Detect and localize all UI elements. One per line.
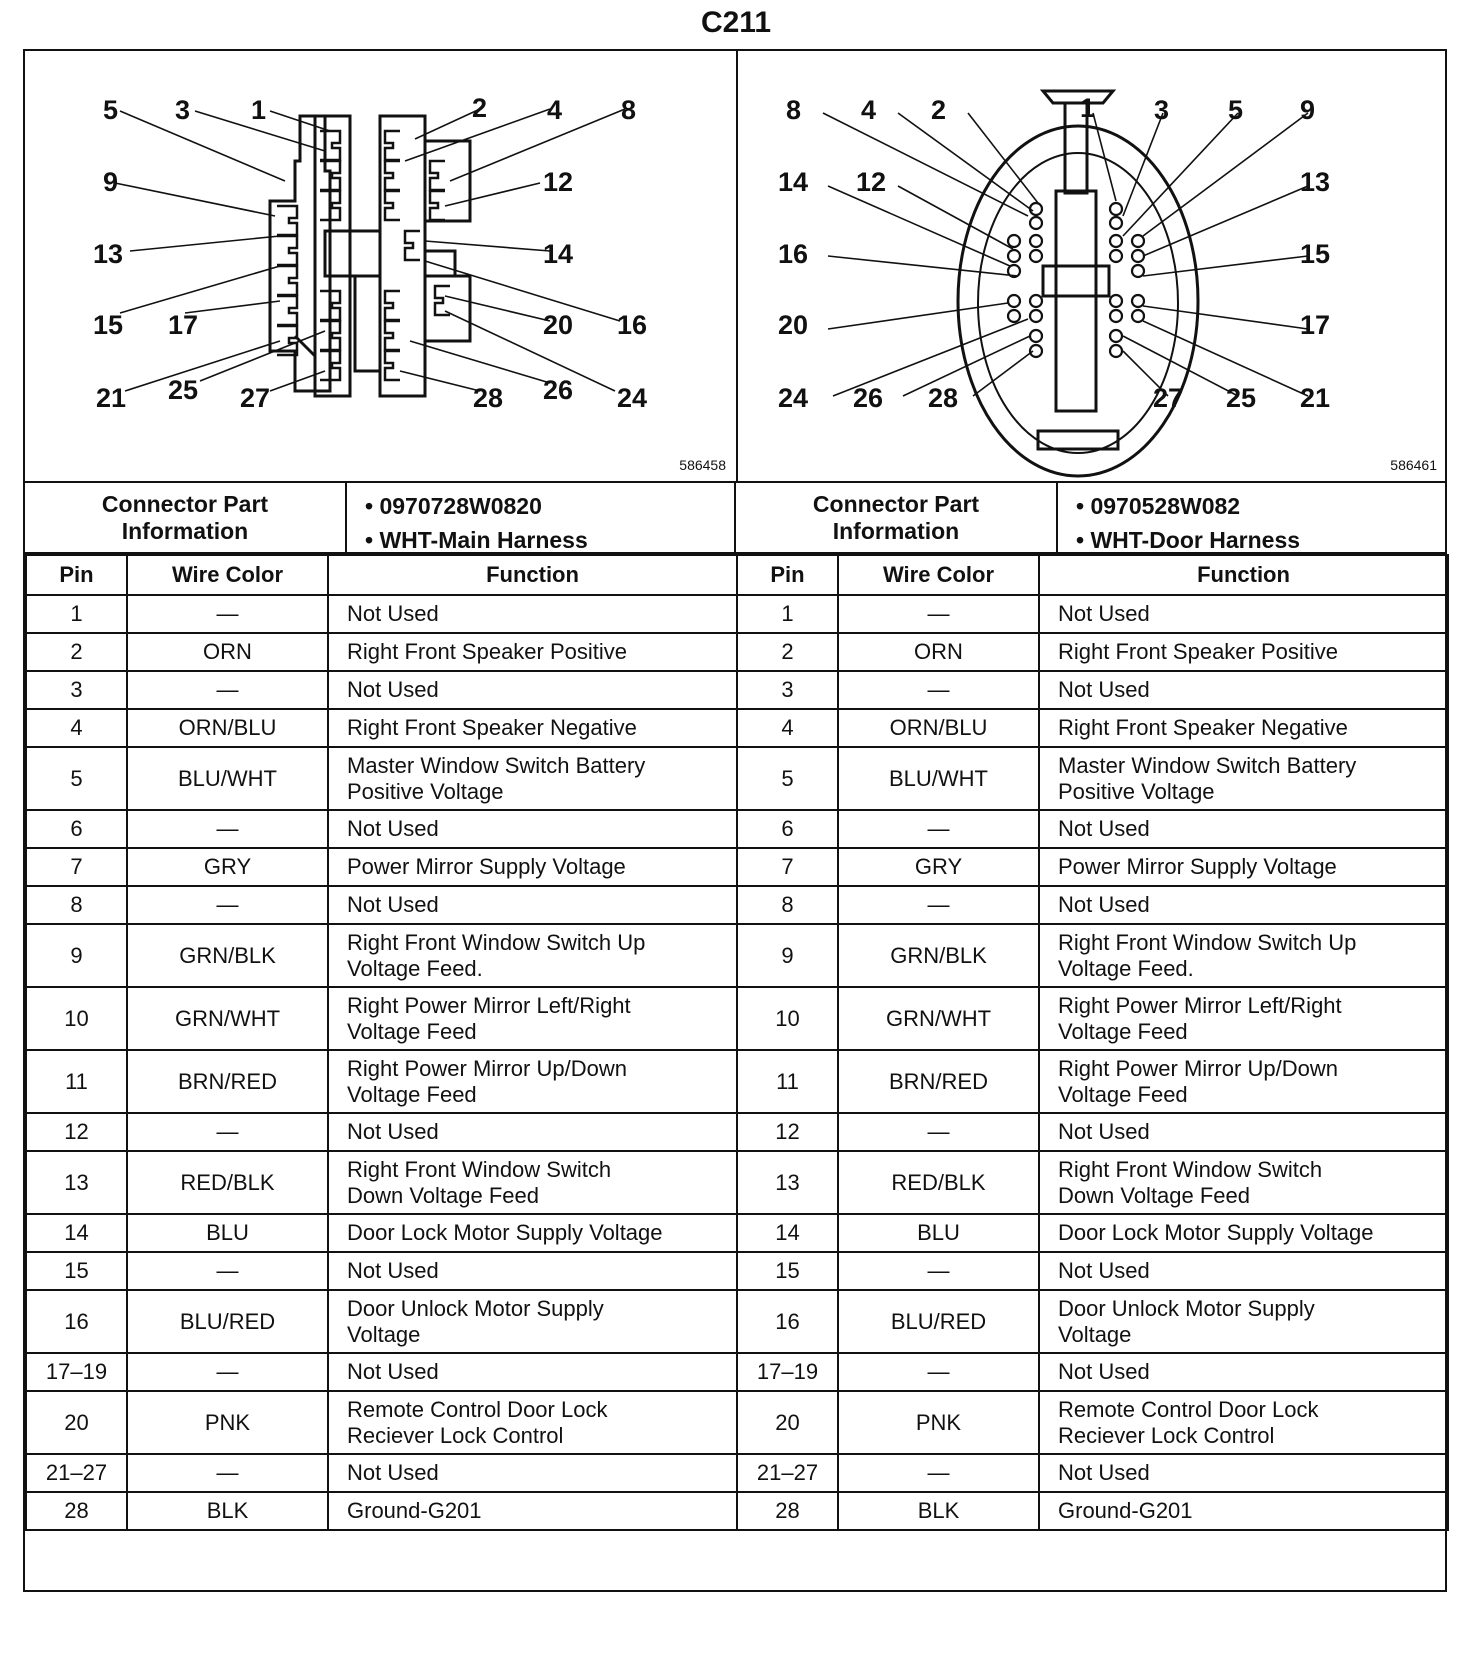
- pin-cell: 10: [737, 987, 838, 1050]
- function-cell: [1039, 886, 1448, 924]
- connector-part-info-label: [736, 483, 1058, 552]
- pin-row: [737, 633, 1448, 671]
- pin-cell: 21–27: [737, 1454, 838, 1492]
- wire-color-cell: BRN/RED: [127, 1050, 328, 1113]
- pin-cell: 2: [737, 633, 838, 671]
- wire-color-cell: —: [838, 1353, 1039, 1391]
- pin-header: Pin: [26, 555, 127, 595]
- pin-label: 24: [778, 383, 809, 413]
- function-line: Voltage: [347, 1321, 421, 1347]
- pin-row: [737, 1391, 1448, 1454]
- pin-label: 16: [778, 239, 809, 269]
- function-cell: [1039, 1391, 1448, 1454]
- function-line: Not Used: [347, 1359, 439, 1384]
- function-cell: [328, 924, 737, 987]
- function-cell: [1039, 924, 1448, 987]
- door-harness-connector-diagram: [738, 51, 1447, 481]
- pin-row: [26, 1252, 737, 1290]
- pin-label: 26: [853, 383, 884, 413]
- wire-color-cell: GRY: [127, 848, 328, 886]
- pin-cell: 20: [26, 1391, 127, 1454]
- function-line: Not Used: [347, 1460, 439, 1485]
- pin-label: 26: [543, 375, 574, 405]
- pin-row: [26, 595, 737, 633]
- pin-row: [737, 886, 1448, 924]
- pin-label: 14: [543, 239, 574, 269]
- function-line: Not Used: [347, 1119, 439, 1144]
- function-cell: [328, 1492, 737, 1530]
- pin-row: [737, 1214, 1448, 1252]
- pin-row: [26, 810, 737, 848]
- pin-cell: 6: [26, 810, 127, 848]
- wire-color-cell: —: [838, 886, 1039, 924]
- pin-label: 2: [931, 95, 947, 125]
- pin-row: [26, 848, 737, 886]
- function-line: Not Used: [347, 1258, 439, 1283]
- function-cell: [1039, 848, 1448, 886]
- function-line: Not Used: [347, 677, 439, 702]
- door-harness-pin-table: [736, 554, 1449, 1531]
- function-line: Voltage Feed: [347, 1018, 477, 1044]
- wire-color-header: Wire Color: [838, 555, 1039, 595]
- pin-row: [737, 1050, 1448, 1113]
- function-line: Right Power Mirror Up/Down: [347, 1055, 627, 1081]
- figure-id: 586458: [679, 457, 726, 473]
- function-cell: [328, 1353, 737, 1391]
- page-title: C211: [700, 6, 772, 39]
- function-line: Reciever Lock Control: [347, 1422, 564, 1448]
- pin-label: 3: [175, 95, 191, 125]
- pin-row: [26, 1290, 737, 1353]
- function-line: Voltage Feed: [1058, 1018, 1188, 1044]
- wire-color-cell: BLK: [127, 1492, 328, 1530]
- pin-row: [737, 1492, 1448, 1530]
- function-line: Voltage: [1058, 1321, 1132, 1347]
- wire-color-cell: —: [838, 671, 1039, 709]
- wire-color-cell: ORN/BLU: [127, 709, 328, 747]
- pin-cell: 15: [737, 1252, 838, 1290]
- pin-row: [737, 1353, 1448, 1391]
- pin-row: [26, 924, 737, 987]
- pin-label: 8: [786, 95, 802, 125]
- pin-label: 9: [1300, 95, 1316, 125]
- pin-cell: 4: [737, 709, 838, 747]
- function-line: Not Used: [347, 601, 439, 626]
- wire-color-cell: —: [838, 810, 1039, 848]
- pin-cell: 5: [26, 747, 127, 810]
- wire-color-cell: —: [127, 1113, 328, 1151]
- function-cell: [1039, 595, 1448, 633]
- pin-cell: 17–19: [26, 1353, 127, 1391]
- pin-label: 25: [168, 375, 199, 405]
- function-header: Function: [328, 555, 737, 595]
- pin-row: [737, 1113, 1448, 1151]
- wire-color-cell: —: [838, 1454, 1039, 1492]
- function-line: Positive Voltage: [1058, 778, 1215, 804]
- pin-header: Pin: [737, 555, 838, 595]
- main-harness-connector-diagram: [25, 51, 738, 481]
- wire-color-cell: PNK: [127, 1391, 328, 1454]
- function-line: Door Lock Motor Supply Voltage: [1058, 1220, 1374, 1245]
- pin-row: [26, 747, 737, 810]
- pin-cell: 15: [26, 1252, 127, 1290]
- pin-row: [737, 987, 1448, 1050]
- pin-label: 16: [617, 310, 648, 340]
- function-line: Not Used: [1058, 1460, 1150, 1485]
- function-line: Right Front Window Switch: [347, 1156, 612, 1182]
- pin-label: 17: [1300, 310, 1331, 340]
- wire-color-cell: GRN/WHT: [838, 987, 1039, 1050]
- function-line: Master Window Switch Battery: [347, 752, 646, 778]
- part-number: • 0970728W0820: [365, 493, 542, 519]
- wire-color-cell: —: [838, 595, 1039, 633]
- wire-color-cell: BLK: [838, 1492, 1039, 1530]
- pin-label: 5: [103, 95, 119, 125]
- pin-label: 25: [1226, 383, 1257, 413]
- function-line: Power Mirror Supply Voltage: [1058, 854, 1337, 879]
- pin-row: [26, 1391, 737, 1454]
- pin-cell: 3: [26, 671, 127, 709]
- label-line: Information: [121, 517, 249, 544]
- wire-color-cell: BLU/WHT: [127, 747, 328, 810]
- pin-label: 13: [93, 239, 124, 269]
- pin-cell: 2: [26, 633, 127, 671]
- pin-cell: 16: [26, 1290, 127, 1353]
- wire-color-cell: GRN/WHT: [127, 987, 328, 1050]
- function-cell: [1039, 1353, 1448, 1391]
- pin-table-body: [26, 595, 737, 1530]
- label-line: Connector Part: [812, 490, 980, 517]
- pin-row: [26, 1151, 737, 1214]
- wire-color-cell: BLU/RED: [127, 1290, 328, 1353]
- function-cell: [1039, 987, 1448, 1050]
- function-cell: [328, 1252, 737, 1290]
- pin-cell: 8: [737, 886, 838, 924]
- pin-label: 9: [103, 167, 119, 197]
- function-cell: [1039, 1113, 1448, 1151]
- door-harness-connector-drawing: [738, 51, 1447, 481]
- main-harness-connector-drawing: [25, 51, 736, 481]
- pin-cell: 1: [26, 595, 127, 633]
- function-cell: [1039, 633, 1448, 671]
- pin-label: 24: [617, 383, 648, 413]
- wire-color-cell: —: [127, 1353, 328, 1391]
- wire-color-cell: —: [127, 810, 328, 848]
- pin-row: [737, 848, 1448, 886]
- pin-row: [26, 671, 737, 709]
- function-line: Right Power Mirror Up/Down: [1058, 1055, 1338, 1081]
- function-line: Master Window Switch Battery: [1058, 752, 1357, 778]
- pin-cell: 9: [737, 924, 838, 987]
- pin-label: 13: [1300, 167, 1331, 197]
- wire-color-cell: ORN/BLU: [838, 709, 1039, 747]
- pin-row: [26, 709, 737, 747]
- function-cell: [328, 595, 737, 633]
- pin-cell: 21–27: [26, 1454, 127, 1492]
- pin-row: [737, 709, 1448, 747]
- function-line: Not Used: [347, 892, 439, 917]
- wire-color-cell: —: [838, 1252, 1039, 1290]
- pin-label: 2: [472, 93, 488, 123]
- function-cell: [1039, 1290, 1448, 1353]
- function-line: Right Power Mirror Left/Right: [1058, 992, 1342, 1018]
- pin-label: 1: [1080, 93, 1096, 123]
- pin-cell: 28: [737, 1492, 838, 1530]
- pin-cell: 10: [26, 987, 127, 1050]
- pin-row: [737, 747, 1448, 810]
- function-cell: [328, 1391, 737, 1454]
- function-line: Door Unlock Motor Supply: [347, 1295, 604, 1321]
- wire-color-cell: GRN/BLK: [838, 924, 1039, 987]
- function-cell: [328, 633, 737, 671]
- function-line: Ground-G201: [347, 1498, 482, 1523]
- harness-name: • WHT-Main Harness: [365, 527, 588, 553]
- function-cell: [328, 671, 737, 709]
- function-cell: [1039, 671, 1448, 709]
- pin-cell: 7: [26, 848, 127, 886]
- label-line: Connector Part: [101, 490, 269, 517]
- pin-label: 1: [251, 95, 267, 125]
- connector-part-info-label: [25, 483, 347, 552]
- main-harness-part-info: [25, 481, 736, 554]
- pin-label: 28: [928, 383, 959, 413]
- function-cell: [328, 1454, 737, 1492]
- pin-cell: 14: [26, 1214, 127, 1252]
- pin-row: [26, 886, 737, 924]
- pin-label: 12: [543, 167, 574, 197]
- pin-cell: 11: [26, 1050, 127, 1113]
- function-cell: [328, 810, 737, 848]
- function-line: Door Unlock Motor Supply: [1058, 1295, 1315, 1321]
- pin-label: 27: [1153, 383, 1184, 413]
- wire-color-cell: BLU/WHT: [838, 747, 1039, 810]
- function-line: Not Used: [1058, 1359, 1150, 1384]
- pin-label: 5: [1228, 95, 1244, 125]
- pin-row: [26, 1050, 737, 1113]
- pin-label: 17: [168, 310, 199, 340]
- pin-label: 20: [543, 310, 574, 340]
- wire-color-cell: ORN: [127, 633, 328, 671]
- function-line: Right Front Speaker Positive: [347, 639, 628, 664]
- pin-label: 4: [861, 95, 877, 125]
- pin-cell: 28: [26, 1492, 127, 1530]
- pin-row: [737, 671, 1448, 709]
- function-line: Not Used: [1058, 1119, 1150, 1144]
- pin-label: 21: [96, 383, 127, 413]
- function-line: Remote Control Door Lock: [1058, 1396, 1319, 1422]
- function-line: Down Voltage Feed: [347, 1182, 540, 1208]
- pin-row: [737, 1151, 1448, 1214]
- pin-label: 21: [1300, 383, 1331, 413]
- pin-row: [737, 1252, 1448, 1290]
- pin-cell: 13: [737, 1151, 838, 1214]
- wire-color-cell: GRN/BLK: [127, 924, 328, 987]
- function-line: Right Front Speaker Positive: [1058, 639, 1339, 664]
- pin-cell: 1: [737, 595, 838, 633]
- function-line: Positive Voltage: [347, 778, 504, 804]
- pin-row: [26, 633, 737, 671]
- function-cell: [328, 747, 737, 810]
- part-values: [365, 489, 588, 557]
- wire-color-cell: —: [127, 671, 328, 709]
- wire-color-cell: BLU: [838, 1214, 1039, 1252]
- function-line: Right Front Window Switch Up: [1058, 929, 1357, 955]
- part-number: • 0970528W082: [1076, 493, 1241, 519]
- pin-row: [26, 987, 737, 1050]
- wire-color-cell: —: [127, 1454, 328, 1492]
- label-line: Information: [832, 517, 960, 544]
- function-cell: [328, 1113, 737, 1151]
- wire-color-cell: —: [127, 595, 328, 633]
- function-line: Voltage Feed.: [1058, 955, 1194, 981]
- function-cell: [1039, 1151, 1448, 1214]
- pin-cell: 7: [737, 848, 838, 886]
- pin-label: 4: [547, 95, 563, 125]
- function-cell: [328, 1050, 737, 1113]
- function-line: Right Front Window Switch: [1058, 1156, 1323, 1182]
- function-line: Ground-G201: [1058, 1498, 1193, 1523]
- function-cell: [328, 886, 737, 924]
- pin-table-body: [737, 595, 1448, 1530]
- figure-id: 586461: [1390, 457, 1437, 473]
- function-line: Reciever Lock Control: [1058, 1422, 1275, 1448]
- pin-row: [737, 1290, 1448, 1353]
- pin-row: [737, 595, 1448, 633]
- function-cell: [1039, 1050, 1448, 1113]
- pin-label: 14: [778, 167, 809, 197]
- pin-label: 15: [93, 310, 124, 340]
- pin-row: [26, 1492, 737, 1530]
- pin-row: [737, 810, 1448, 848]
- pin-label: 28: [473, 383, 504, 413]
- wire-color-cell: BRN/RED: [838, 1050, 1039, 1113]
- function-line: Voltage Feed: [347, 1081, 477, 1107]
- function-line: Not Used: [347, 816, 439, 841]
- wire-color-header: Wire Color: [127, 555, 328, 595]
- harness-name: • WHT-Door Harness: [1076, 527, 1301, 553]
- function-line: Down Voltage Feed: [1058, 1182, 1251, 1208]
- pin-cell: 11: [737, 1050, 838, 1113]
- pin-label: 15: [1300, 239, 1331, 269]
- connector-sheet: [23, 49, 1447, 1592]
- function-cell: [1039, 1492, 1448, 1530]
- function-header: Function: [1039, 555, 1448, 595]
- pin-cell: 16: [737, 1290, 838, 1353]
- function-line: Right Power Mirror Left/Right: [347, 992, 631, 1018]
- wire-color-cell: GRY: [838, 848, 1039, 886]
- function-line: Not Used: [1058, 816, 1150, 841]
- pin-cell: 4: [26, 709, 127, 747]
- function-cell: [1039, 810, 1448, 848]
- wire-color-cell: ORN: [838, 633, 1039, 671]
- function-cell: [1039, 1214, 1448, 1252]
- pin-cell: 8: [26, 886, 127, 924]
- wire-color-cell: BLU: [127, 1214, 328, 1252]
- function-line: Not Used: [1058, 1258, 1150, 1283]
- function-cell: [1039, 747, 1448, 810]
- function-cell: [328, 1151, 737, 1214]
- pin-row: [26, 1214, 737, 1252]
- wire-color-cell: —: [838, 1113, 1039, 1151]
- function-cell: [1039, 709, 1448, 747]
- pin-cell: 5: [737, 747, 838, 810]
- function-line: Remote Control Door Lock: [347, 1396, 608, 1422]
- pin-cell: 3: [737, 671, 838, 709]
- wire-color-cell: BLU/RED: [838, 1290, 1039, 1353]
- pin-cell: 14: [737, 1214, 838, 1252]
- function-cell: [1039, 1252, 1448, 1290]
- pin-cell: 12: [26, 1113, 127, 1151]
- pin-cell: 12: [737, 1113, 838, 1151]
- function-line: Door Lock Motor Supply Voltage: [347, 1220, 663, 1245]
- wire-color-cell: PNK: [838, 1391, 1039, 1454]
- pin-row: [26, 1113, 737, 1151]
- pin-label: 20: [778, 310, 809, 340]
- function-cell: [328, 848, 737, 886]
- pin-cell: 6: [737, 810, 838, 848]
- wire-color-cell: RED/BLK: [127, 1151, 328, 1214]
- pin-cell: 13: [26, 1151, 127, 1214]
- pin-label: 27: [240, 383, 271, 413]
- wire-color-cell: —: [127, 886, 328, 924]
- pin-label: 12: [856, 167, 887, 197]
- main-harness-pin-table: [25, 554, 738, 1531]
- function-line: Right Front Speaker Negative: [347, 715, 637, 740]
- pin-row: [737, 924, 1448, 987]
- function-cell: [1039, 1454, 1448, 1492]
- function-line: Voltage Feed.: [347, 955, 483, 981]
- wire-color-cell: —: [127, 1252, 328, 1290]
- function-cell: [328, 1290, 737, 1353]
- pin-label: 3: [1154, 95, 1170, 125]
- function-cell: [328, 709, 737, 747]
- door-harness-part-info: [736, 481, 1447, 554]
- pin-cell: 17–19: [737, 1353, 838, 1391]
- function-line: Not Used: [1058, 677, 1150, 702]
- pin-row: [737, 1454, 1448, 1492]
- pin-row: [26, 1454, 737, 1492]
- wire-color-cell: RED/BLK: [838, 1151, 1039, 1214]
- function-line: Not Used: [1058, 601, 1150, 626]
- function-cell: [328, 987, 737, 1050]
- pin-label: 8: [621, 95, 637, 125]
- function-cell: [328, 1214, 737, 1252]
- pin-cell: 20: [737, 1391, 838, 1454]
- pin-cell: 9: [26, 924, 127, 987]
- pin-row: [26, 1353, 737, 1391]
- function-line: Voltage Feed: [1058, 1081, 1188, 1107]
- function-line: Power Mirror Supply Voltage: [347, 854, 626, 879]
- part-values: [1076, 489, 1300, 557]
- function-line: Right Front Speaker Negative: [1058, 715, 1348, 740]
- function-line: Right Front Window Switch Up: [347, 929, 646, 955]
- function-line: Not Used: [1058, 892, 1150, 917]
